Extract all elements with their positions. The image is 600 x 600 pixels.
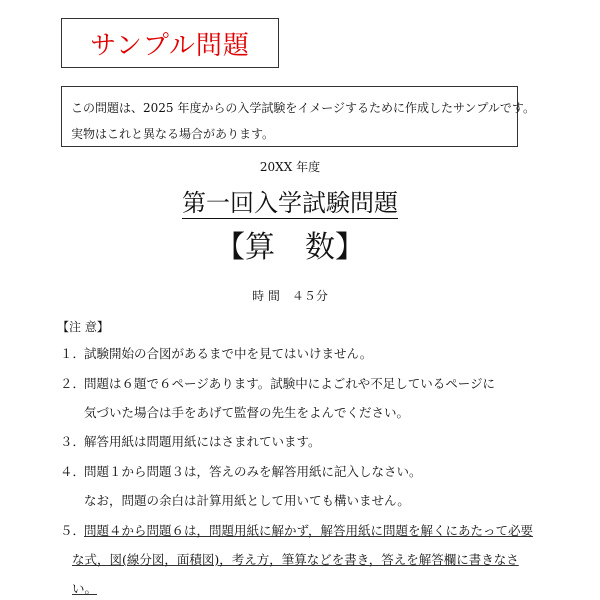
exam-title-text: 第一回入学試験問題 <box>182 189 398 217</box>
exam-time: 時 間 ４５分 <box>252 289 328 303</box>
note-item-2 <box>60 374 495 392</box>
note-item-4-continued <box>84 491 410 509</box>
note-text: 気づいた場合は手をあげて監督の先生をよんでください。 <box>84 405 410 420</box>
note-item-4 <box>60 462 422 480</box>
note-item-2-continued <box>84 403 409 421</box>
note-number: ５． <box>60 523 86 538</box>
exam-subject: 【算 数】 <box>215 230 365 265</box>
notice-line-1: この問題は、2025 年度からの入学試験をイメージするために作成したサンプルです。 <box>71 101 535 115</box>
note-text: 解答用紙は問題用紙にはさまれています。 <box>84 434 321 449</box>
note-text: 問題は６題で６ページあります。試験中によごれや不足しているページに <box>84 376 496 391</box>
note-text: 試験開始の合図があるまで中を見てはいけません。 <box>84 346 373 361</box>
note-item-5 <box>60 521 533 539</box>
exam-year: 20XX 年度 <box>259 160 321 174</box>
note-text: な式，図(線分図，面積図)，考え方，筆算などを書き，答えを解答欄に書きなさ <box>72 552 519 567</box>
note-number: １． <box>60 346 86 361</box>
note-item-5-end <box>72 579 97 597</box>
note-number: ２． <box>60 376 86 391</box>
note-item-3 <box>60 432 321 450</box>
notes-heading: 【注 意】 <box>57 320 109 334</box>
note-text: 問題１から問題３は，答えのみを解答用紙に記入しなさい。 <box>84 464 422 479</box>
note-item-1 <box>60 344 372 362</box>
notice-line-2: 実物はこれと異なる場合があります。 <box>71 127 275 141</box>
note-item-5-continued <box>72 550 519 568</box>
sample-title: サンプル問題 <box>90 30 250 61</box>
exam-title <box>0 188 580 218</box>
note-number: ３． <box>60 434 86 449</box>
note-text: なお，問題の余白は計算用紙として用いても構いません。 <box>84 493 410 508</box>
notice-box <box>61 86 535 147</box>
sample-label-box <box>61 18 279 68</box>
note-number: ４． <box>60 464 86 479</box>
note-text: い。 <box>72 581 98 596</box>
note-text: 問題４から問題６は，問題用紙に解かず，解答用紙に問題を解くにあたって必要 <box>84 523 534 538</box>
